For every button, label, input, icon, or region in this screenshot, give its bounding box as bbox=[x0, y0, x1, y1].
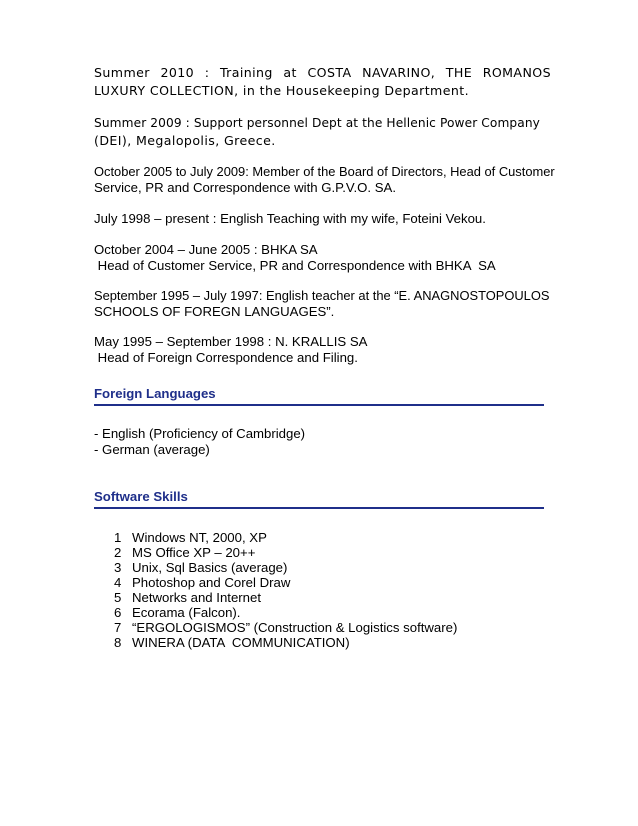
experience-entry bbox=[94, 334, 544, 366]
experience-entry bbox=[94, 64, 551, 100]
experience-line: LUXURY COLLECTION, in the Housekeeping Department. bbox=[94, 83, 469, 98]
experience-line: (DEI), Megalopolis, Greece. bbox=[94, 133, 276, 148]
list-item bbox=[94, 635, 544, 650]
list-item-text: Unix, Sql Basics (average) bbox=[132, 560, 288, 575]
list-item bbox=[94, 605, 544, 620]
experience-line: September 1995 – July 1997: English teacher at the “E. ANAGNOSTOPOULOS bbox=[94, 288, 550, 303]
experience-line: Head of Foreign Correspondence and Filing. bbox=[94, 350, 358, 365]
section-heading-foreign-languages: Foreign Languages bbox=[94, 386, 544, 406]
list-item-text: MS Office XP – 20++ bbox=[132, 545, 256, 560]
list-item bbox=[94, 590, 544, 605]
list-item-text: Ecorama (Falcon). bbox=[132, 605, 241, 620]
experience-entry bbox=[94, 242, 544, 274]
experience-entry bbox=[94, 288, 550, 320]
list-item-text: Networks and Internet bbox=[132, 590, 262, 605]
experience-entry bbox=[94, 211, 544, 227]
list-item-text: Photoshop and Corel Draw bbox=[132, 575, 291, 590]
experience-line: October 2004 – June 2005 : BHKA SA bbox=[94, 242, 318, 257]
experience-line: Service, PR and Correspondence with G.P.V.O. SA. bbox=[94, 180, 397, 195]
experience-line: July 1998 – present : English Teaching with my wife, Foteini Vekou. bbox=[94, 211, 486, 226]
list-item-number: 3 bbox=[114, 560, 122, 575]
experience-line: October 2005 to July 2009: Member of the Board of Directors, Head of Customer bbox=[94, 164, 555, 179]
list-item-number: 4 bbox=[114, 575, 122, 590]
experience-entry bbox=[94, 164, 555, 196]
list-item-number: 5 bbox=[114, 590, 122, 605]
list-item-number: 1 bbox=[114, 530, 122, 545]
experience-line: Summer 2009 : Support personnel Dept at the Hellenic Power Company bbox=[94, 116, 540, 130]
list-item-number: 2 bbox=[114, 545, 122, 560]
list-item bbox=[94, 560, 544, 575]
list-item-number: 6 bbox=[114, 605, 122, 620]
list-item bbox=[94, 545, 544, 560]
experience-entry bbox=[94, 114, 544, 150]
language-item: - English (Proficiency of Cambridge) bbox=[94, 426, 306, 441]
experience-line: SCHOOLS OF FOREGN LANGUAGES”. bbox=[94, 304, 335, 319]
experience-line: Head of Customer Service, PR and Correspondence with BHKA SA bbox=[94, 258, 496, 273]
foreign-languages-list bbox=[94, 426, 544, 458]
list-item-text: Windows NT, 2000, XP bbox=[132, 530, 267, 545]
list-item-text: WINERA (DATA COMMUNICATION) bbox=[132, 635, 350, 650]
list-item bbox=[94, 620, 544, 635]
experience-line: Summer 2010 : Training at COSTA NAVARINO, THE ROMANOS bbox=[94, 65, 551, 80]
resume-page bbox=[94, 64, 555, 650]
language-item: - German (average) bbox=[94, 442, 210, 457]
experience-line: May 1995 – September 1998 : N. KRALLIS SA bbox=[94, 334, 368, 349]
list-item-number: 8 bbox=[114, 635, 122, 650]
list-item-text: “ERGOLOGISMOS” (Construction & Logistics software) bbox=[132, 620, 458, 635]
software-skills-list bbox=[94, 530, 544, 650]
list-item-number: 7 bbox=[114, 620, 122, 635]
section-heading-software-skills: Software Skills bbox=[94, 489, 544, 509]
list-item bbox=[94, 530, 544, 545]
list-item bbox=[94, 575, 544, 590]
